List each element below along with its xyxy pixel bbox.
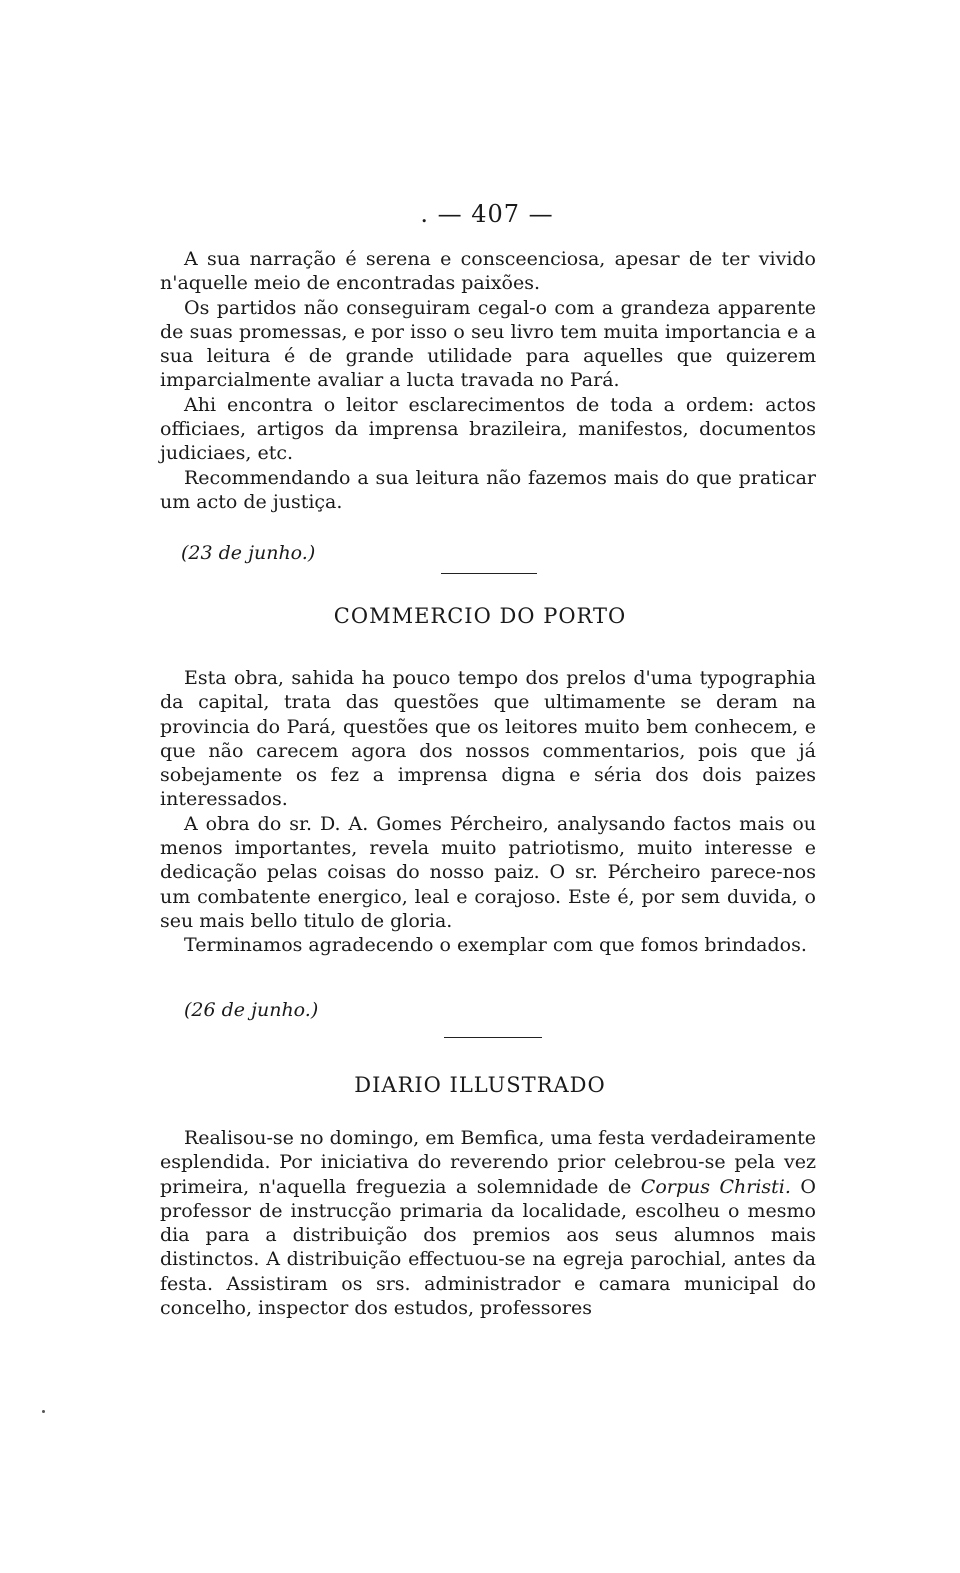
section-divider — [441, 573, 537, 574]
paragraph: Ahi encontra o leitor esclarecimentos de toda a ordem: actos officiaes, artigos da imprensa brazileira, manifestos, documentos judiciaes, etc. — [160, 393, 816, 465]
page-number: . — 407 — — [420, 200, 554, 228]
italic-term: Corpus Christi. — [640, 1175, 791, 1198]
paragraph-text: Realisou-se no domingo, em Bemfica, uma festa verdadeiramente esplendida. Por iniciativa do reverendo prior celebrou-se pela vez primeira, n'aquella freguezia a solemnidade de — [160, 1127, 816, 1198]
date-26-junho: (26 de junho.) — [184, 999, 319, 1021]
paragraph: Esta obra, sahida ha pouco tempo dos prelos d'uma typographia da capital, trata das questões que ultimamente se deram na provincia do Pará, questões que os leitores muito bem conhecem, e que não carecem agora dos nossos commentarios, pois que já sobejamente os fez a imprensa digna e séria dos dois paizes interessados. — [160, 667, 816, 811]
paragraph: Recommendando a sua leitura não fazemos mais do que praticar um acto de justiça. — [160, 466, 816, 513]
section-3-text — [160, 1126, 816, 1320]
paragraph — [160, 1126, 816, 1320]
section-2-text — [160, 666, 816, 958]
paragraph: Terminamos agradecendo o exemplar com que fomos brindados. — [184, 934, 807, 957]
paragraph: Os partidos não conseguiram cegal-o com a grandeza apparente de suas promessas, e por isso o seu livro tem muita importancia e a sua leitura é de grande utilidade para aquelles que quizerem imparcialmente avaliar a lucta travada no Pará. — [160, 296, 816, 392]
paragraph-text: O professor de instrucção primaria da localidade, escolheu o mesmo dia para a distribuição dos premios aos seus alumnos mais distinctos. A distribuição effectuou-se na egreja parochial, antes da festa. Assistiram os srs. administrador e camara municipal do concelho, inspector dos estudos, professores — [160, 1175, 816, 1320]
stray-mark — [42, 1410, 45, 1413]
section-heading-commercio-do-porto: COMMERCIO DO PORTO — [333, 604, 627, 628]
section-1-text — [160, 247, 816, 514]
section-divider — [444, 1037, 542, 1038]
date-23-junho: (23 de junho.) — [181, 542, 316, 564]
section-heading-diario-illustrado: DIARIO ILLUSTRADO — [354, 1073, 606, 1097]
paragraph: A obra do sr. D. A. Gomes Pércheiro, analysando factos mais ou menos importantes, revela muito patriotismo, muito interesse e dedicação pelas coisas do nosso paiz. O sr. Pércheiro parece-nos um combatente energico, leal e corajoso. Este é, por sem duvida, o seu mais bello titulo de gloria. — [160, 812, 816, 932]
paragraph: A sua narração é serena e consceenciosa, apesar de ter vivido n'aquelle meio de encontradas paixões. — [160, 248, 816, 295]
